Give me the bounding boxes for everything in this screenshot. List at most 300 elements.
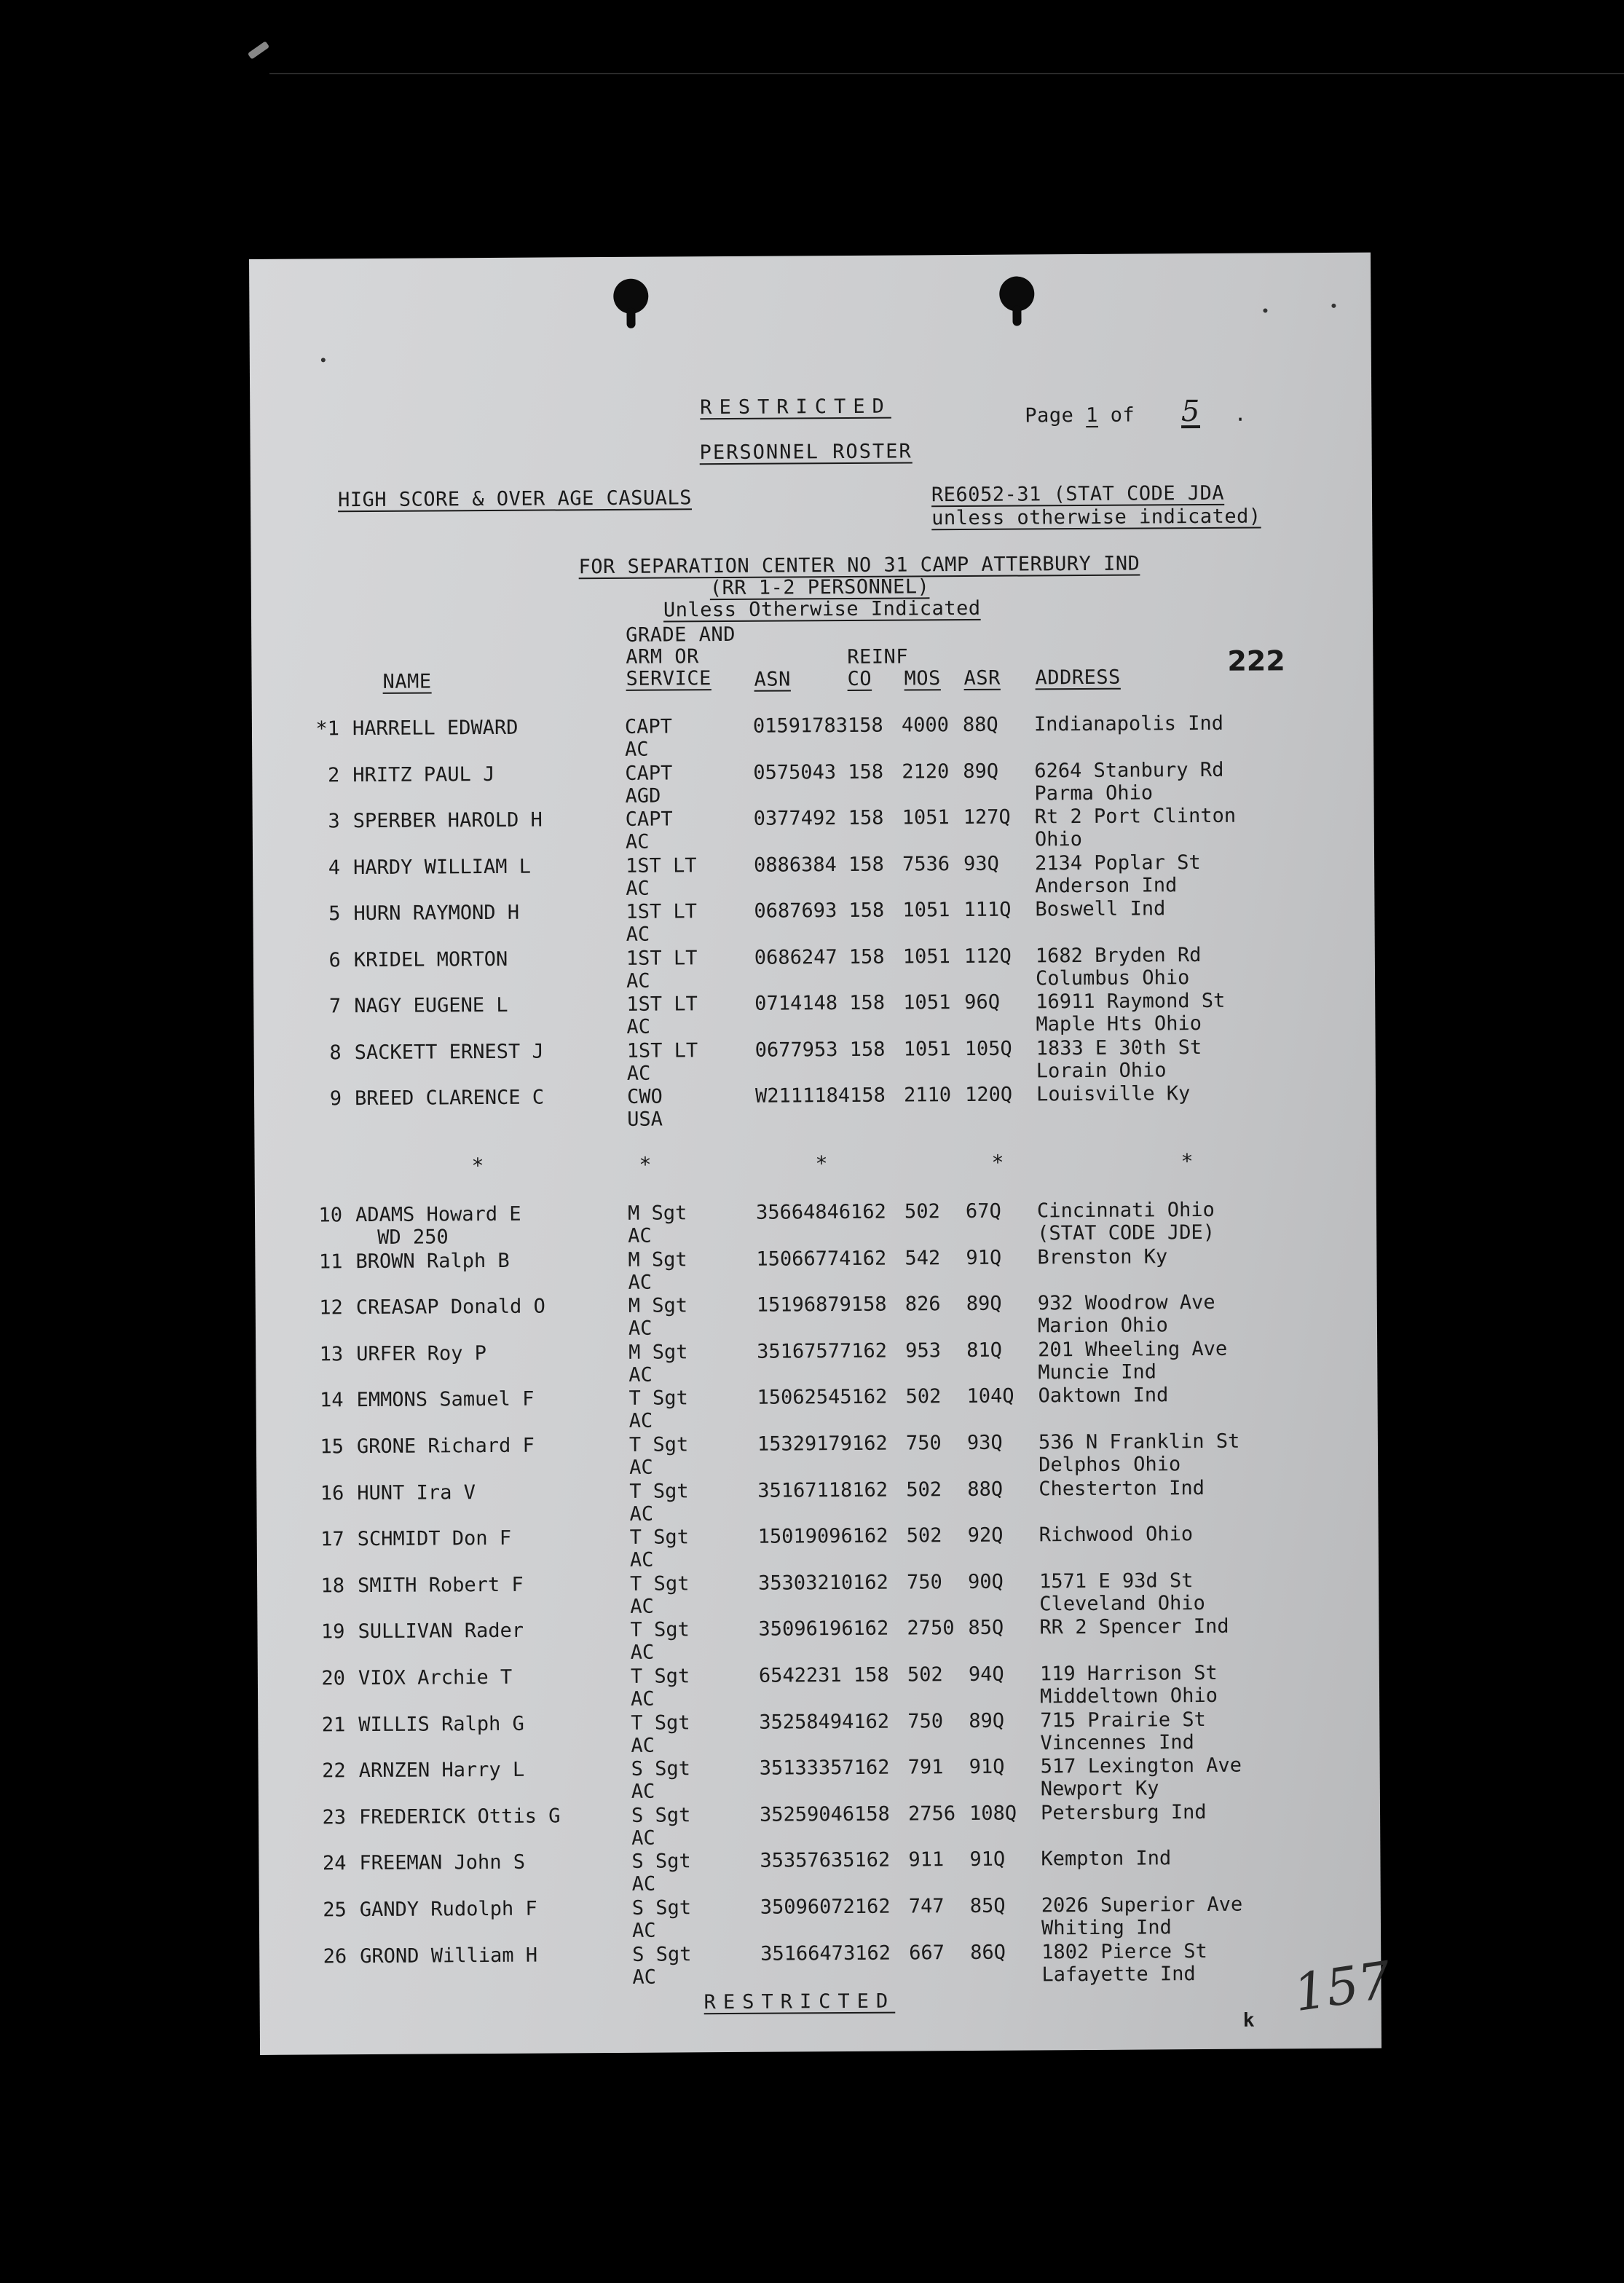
table-row (255, 1244, 1376, 1297)
row-number: 4 (328, 856, 341, 879)
center-line-2: (RR 1-2 PERSONNEL) (709, 575, 930, 600)
row-asr: 108Q (969, 1802, 1017, 1825)
row-number: 13 (319, 1343, 344, 1366)
row-arm: AC (632, 1965, 657, 1989)
row-arm: AC (631, 1826, 655, 1850)
row-reinf-co: 162 (851, 1386, 888, 1409)
row-address-line-2: Marion Ohio (1037, 1314, 1168, 1338)
row-asr: 88Q (962, 713, 998, 737)
row-address-line-2: Delphos Ohio (1038, 1453, 1181, 1477)
row-grade: T Sgt (630, 1618, 690, 1642)
table-row (253, 804, 1374, 857)
row-reinf-co: 162 (854, 1756, 890, 1780)
row-address-line-1: 1833 E 30th St (1036, 1036, 1202, 1060)
punch-hole-right (999, 276, 1034, 311)
row-mos: 542 (904, 1246, 941, 1270)
row-arm: AC (626, 1015, 651, 1038)
row-arm: AC (631, 1780, 655, 1804)
row-arm: AC (630, 1641, 655, 1665)
table-row (259, 1939, 1381, 1992)
row-address-line-1: Cincinnati Ohio (1036, 1198, 1215, 1223)
table-row (257, 1568, 1379, 1621)
row-asr: 88Q (967, 1478, 1004, 1501)
row-address-line-1: 6264 Stanbury Rd (1034, 758, 1224, 782)
row-mos: 750 (905, 1432, 942, 1455)
row-asn: 0575043 (753, 760, 837, 784)
table-row (256, 1430, 1378, 1483)
row-grade: 1ST LT (626, 946, 698, 970)
row-reinf-co: 162 (855, 1941, 891, 1965)
row-number: 21 (321, 1713, 346, 1737)
table-row (259, 1846, 1380, 1899)
row-address-line-2: Columbus Ohio (1035, 966, 1190, 990)
row-name: EMMONS Samuel F (356, 1388, 535, 1412)
row-asr: 85Q (968, 1617, 1004, 1640)
col-grade-line-2: ARM OR (626, 645, 699, 669)
row-address-line-2: Newport Ky (1040, 1777, 1159, 1801)
row-asn: 0686247 (754, 945, 837, 969)
row-address-line-2: Lorain Ohio (1036, 1058, 1167, 1082)
row-address-line-2: Ohio (1034, 828, 1083, 851)
row-arm: AGD (625, 784, 661, 808)
row-number: 12 (319, 1296, 343, 1320)
row-reinf-co: 158 (848, 760, 884, 784)
row-reinf-co: 158 (853, 1663, 889, 1687)
page-indicator: Page 1 of 5 . (1025, 395, 1247, 429)
row-asr: 91Q (969, 1848, 1006, 1872)
row-number: 16 (320, 1481, 344, 1505)
row-name-note: WD 250 (377, 1226, 449, 1249)
row-reinf-co: 158 (848, 853, 884, 876)
row-reinf-co: 162 (850, 1200, 886, 1223)
frame-edge-line (269, 73, 1624, 74)
row-asr: 92Q (967, 1523, 1004, 1547)
row-grade: CAPT (625, 761, 673, 785)
row-asn: 15196879 (756, 1293, 851, 1317)
row-asn: 0714148 (754, 992, 838, 1015)
row-grade: CAPT (625, 808, 673, 831)
paper-speck (1263, 308, 1267, 312)
row-reinf-co: 158 (849, 991, 886, 1014)
row-arm: AC (631, 1873, 656, 1896)
row-asr: 81Q (966, 1338, 1003, 1362)
separator-star: * (815, 1151, 828, 1176)
row-name: SCHMIDT Don F (357, 1527, 512, 1551)
row-asn: 15019096 (757, 1525, 853, 1548)
row-asn: 35167118 (757, 1478, 853, 1502)
row-number: 7 (328, 995, 342, 1018)
row-asn: W2111184 (754, 1084, 851, 1108)
row-name: BROWN Ralph B (355, 1249, 510, 1273)
row-grade: CAPT (624, 715, 673, 738)
row-asn: 0677953 (754, 1038, 838, 1062)
punch-hole-left (613, 279, 648, 314)
row-asn: 0687693 (754, 899, 837, 923)
row-name: WILLIS Ralph G (358, 1712, 524, 1736)
row-arm: AC (630, 1687, 655, 1711)
row-arm: AC (628, 1224, 652, 1247)
row-mos: 1051 (902, 945, 950, 969)
row-address-line-1: RR 2 Spencer Ind (1039, 1615, 1229, 1639)
row-mos: 826 (904, 1293, 941, 1316)
handwritten-page-number: 157 (1290, 1949, 1395, 2024)
row-address-line-1: Boswell Ind (1035, 897, 1166, 921)
row-address-line-2: Whiting Ind (1041, 1916, 1172, 1940)
row-arm: AC (628, 1271, 653, 1294)
row-address-line-1: Richwood Ohio (1038, 1523, 1194, 1547)
row-grade: T Sgt (628, 1433, 689, 1456)
row-name: HRITZ PAUL J (352, 762, 495, 786)
row-name: HARRELL EDWARD (352, 716, 519, 741)
row-number: 25 (323, 1898, 347, 1922)
row-asn: 0377492 (753, 807, 837, 830)
col-reinf-line-1: REINF (847, 645, 909, 669)
row-asr: 89Q (969, 1709, 1005, 1732)
row-number: 15 (320, 1435, 344, 1459)
row-mos: 502 (905, 1385, 942, 1408)
row-number: 2 (327, 763, 340, 786)
row-number: 10 (318, 1204, 343, 1227)
center-line-1: FOR SEPARATION CENTER NO 31 CAMP ATTERBURY IND (578, 552, 1140, 579)
restricted-footer: RESTRICTED (703, 1990, 896, 2014)
table-row (252, 711, 1373, 765)
row-asr: 112Q (963, 945, 1012, 968)
row-mos: 747 (908, 1895, 945, 1918)
row-grade: 1ST LT (626, 1038, 698, 1062)
row-asn: 35664846 (755, 1200, 851, 1224)
row-arm: USA (627, 1108, 663, 1131)
row-address-line-1: Indianapolis Ind (1033, 711, 1224, 736)
row-asn: 35133357 (759, 1756, 854, 1780)
left-heading: HIGH SCORE & OVER AGE CASUALS (337, 486, 693, 512)
row-address-line-1: Louisville Ky (1036, 1082, 1191, 1106)
row-reinf-co: 162 (853, 1571, 888, 1594)
table-row (258, 1661, 1379, 1714)
row-reinf-co: 158 (847, 714, 883, 737)
table-row (258, 1707, 1379, 1760)
row-grade: S Sgt (632, 1942, 692, 1966)
row-mos: 7536 (902, 852, 950, 876)
row-grade: T Sgt (629, 1526, 690, 1550)
row-arm: AC (626, 969, 650, 993)
row-name: HUNT Ira V (357, 1480, 476, 1505)
stamp-number: 222 (1227, 644, 1285, 677)
table-row (254, 1081, 1376, 1135)
row-number: 22 (322, 1759, 346, 1783)
row-reinf-co: 162 (851, 1247, 887, 1270)
row-reinf-co: 158 (848, 806, 884, 829)
row-grade: S Sgt (631, 1757, 691, 1781)
row-arm: AC (629, 1456, 653, 1479)
row-asr: 67Q (965, 1199, 1001, 1223)
table-row (257, 1522, 1379, 1575)
row-number: 24 (322, 1852, 347, 1875)
paper-speck (321, 358, 326, 362)
row-grade: CWO (626, 1085, 663, 1108)
row-reinf-co: 158 (851, 1293, 887, 1317)
row-arm: AC (631, 1734, 655, 1757)
table-row (257, 1614, 1379, 1668)
row-number: 23 (322, 1806, 347, 1829)
page-total: 5 (1180, 395, 1201, 429)
row-asr: 120Q (964, 1083, 1013, 1107)
separator-star: * (639, 1152, 652, 1177)
row-address-line-1: 1682 Bryden Rd (1035, 943, 1202, 967)
table-row (256, 1475, 1378, 1529)
page-number: 1 (1086, 403, 1098, 427)
row-reinf-co: 162 (852, 1524, 888, 1548)
row-asn: 35357635 (760, 1849, 855, 1873)
row-address-line-2: Parma Ohio (1034, 781, 1154, 805)
row-mos: 911 (908, 1848, 945, 1872)
row-asr: 104Q (966, 1385, 1014, 1408)
row-asn: 35096196 (758, 1617, 854, 1641)
row-number: 26 (323, 1944, 347, 1968)
row-asr: 91Q (966, 1246, 1002, 1269)
row-asn: 35258494 (759, 1710, 854, 1734)
row-address-line-2: Lafayette Ind (1041, 1962, 1196, 1986)
row-grade: T Sgt (630, 1665, 690, 1688)
row-address-line-2: (STAT CODE JDE) (1037, 1221, 1215, 1245)
col-address: ADDRESS (1035, 666, 1121, 690)
row-grade: T Sgt (629, 1479, 689, 1503)
row-asr: 89Q (963, 760, 999, 783)
row-grade: S Sgt (631, 1850, 691, 1874)
row-number: 19 (320, 1620, 345, 1644)
row-name: GROND William H (360, 1944, 538, 1968)
row-mos: 2750 (907, 1617, 955, 1640)
row-asr: 85Q (969, 1894, 1006, 1917)
row-asr: 93Q (963, 852, 999, 875)
row-address-line-1: 119 Harrison St (1039, 1661, 1218, 1686)
row-address-line-2: Cleveland Ohio (1039, 1591, 1205, 1616)
page-of: of (1110, 403, 1135, 427)
row-reinf-co: 158 (849, 1084, 886, 1107)
row-name: SACKETT ERNEST J (354, 1040, 544, 1064)
row-mos: 502 (906, 1478, 942, 1502)
row-asn: 01591783 (752, 714, 848, 738)
row-address-line-2: Muncie Ind (1038, 1360, 1157, 1384)
row-reinf-co: 162 (854, 1849, 891, 1872)
row-address-line-1: Brenston Ky (1037, 1245, 1168, 1269)
table-row (253, 942, 1375, 995)
row-number: 14 (319, 1389, 344, 1412)
row-address-line-1: Petersburg Ind (1040, 1800, 1207, 1825)
row-asn: 35166473 (760, 1941, 856, 1965)
row-asr: 90Q (968, 1570, 1004, 1593)
row-reinf-co: 162 (854, 1895, 891, 1918)
row-arm: AC (628, 1363, 653, 1387)
page-prefix: Page (1025, 404, 1074, 427)
row-asn: 6542231 (758, 1664, 842, 1687)
row-mos: 1051 (903, 1037, 951, 1061)
row-name: GRONE Richard F (356, 1434, 535, 1459)
center-line-3: Unless Otherwise Indicated (663, 596, 981, 622)
row-address-line-1: 16911 Raymond St (1036, 989, 1226, 1014)
row-address-line-1: Chesterton Ind (1038, 1476, 1205, 1501)
row-address-line-1: 2026 Superior Ave (1041, 1893, 1243, 1917)
row-mos: 502 (904, 1200, 940, 1223)
row-number: 20 (321, 1667, 346, 1690)
row-arm: AC (629, 1548, 654, 1572)
col-grade-line-1: GRADE AND (626, 623, 736, 647)
row-name: ADAMS Howard E (355, 1202, 521, 1227)
row-address-line-2: Anderson Ind (1035, 873, 1178, 897)
row-name: FREDERICK Ottis G (358, 1805, 561, 1829)
row-asr: 127Q (963, 805, 1011, 829)
row-address-line-1: 1802 Pierce St (1041, 1939, 1207, 1963)
row-grade: S Sgt (631, 1804, 691, 1827)
row-name: HURN RAYMOND H (353, 901, 520, 926)
table-row (259, 1754, 1380, 1807)
row-address-line-1: Rt 2 Port Clinton (1034, 804, 1237, 829)
separator-star: * (471, 1154, 484, 1178)
table-row (259, 1893, 1381, 1946)
row-reinf-co: 158 (848, 945, 885, 969)
row-mos: 750 (907, 1709, 944, 1733)
row-address-line-2: Vincennes Ind (1040, 1730, 1194, 1754)
row-address-line-1: 517 Lexington Ave (1040, 1754, 1242, 1778)
row-arm: AC (626, 1062, 651, 1085)
separator-star: * (1180, 1149, 1194, 1174)
row-asr: 89Q (966, 1292, 1002, 1316)
row-reinf-co: 158 (854, 1802, 890, 1826)
row-name: BREED CLARENCE C (354, 1086, 545, 1111)
row-grade: M Sgt (628, 1247, 687, 1271)
row-mos: 502 (907, 1663, 943, 1687)
row-reinf-co: 162 (851, 1339, 888, 1363)
row-address-line-1: 932 Woodrow Ave (1037, 1291, 1215, 1315)
order-line-2: unless otherwise indicated) (931, 505, 1261, 530)
row-mos: 791 (907, 1756, 944, 1779)
row-name: KRIDEL MORTON (353, 947, 508, 971)
row-number: 3 (328, 810, 340, 833)
row-asn: 0886384 (753, 853, 837, 877)
row-address-line-2: Middeltown Ohio (1039, 1684, 1218, 1708)
row-grade: M Sgt (628, 1341, 688, 1364)
row-address-line-1: 2134 Poplar St (1034, 851, 1201, 875)
row-arm: AC (630, 1595, 654, 1618)
row-address-line-1: 201 Wheeling Ave (1038, 1337, 1228, 1362)
col-name: NAME (382, 670, 432, 693)
row-asn: 15066774 (756, 1247, 851, 1271)
row-name: HARDY WILLIAM L (353, 855, 532, 879)
row-mos: 2120 (902, 760, 950, 784)
row-mos: 1051 (902, 899, 950, 922)
row-reinf-co: 162 (852, 1478, 888, 1502)
row-name: FREEMAN John S (359, 1851, 526, 1875)
roster-title: PERSONNEL ROSTER (699, 440, 912, 465)
row-asn: 35259046 (759, 1802, 855, 1826)
col-asr: ASR (963, 666, 1001, 690)
row-asr: 96Q (964, 990, 1001, 1014)
order-line-1: RE6052-31 (STAT CODE JDA (931, 481, 1225, 507)
row-name: URFER Roy P (356, 1341, 487, 1365)
row-name: CREASAP Donald O (355, 1295, 545, 1320)
row-asn: 15329179 (757, 1432, 853, 1456)
row-name: GANDY Rudolph F (359, 1897, 537, 1922)
row-mos: 2756 (907, 1802, 956, 1826)
table-row (255, 1198, 1376, 1251)
row-grade: T Sgt (630, 1572, 690, 1596)
row-asr: 86Q (970, 1941, 1006, 1964)
row-mos: 667 (909, 1941, 945, 1965)
table-row (256, 1383, 1377, 1436)
row-address-line-1: Kempton Ind (1041, 1847, 1172, 1871)
row-grade: T Sgt (628, 1387, 688, 1411)
row-asr: 91Q (969, 1755, 1005, 1779)
row-asr: 111Q (963, 898, 1012, 922)
table-row (253, 989, 1375, 1042)
row-mos: 750 (907, 1571, 942, 1594)
row-number: 8 (329, 1041, 342, 1064)
row-number: *1 (315, 717, 340, 741)
row-address-line-2: Maple Hts Ohio (1036, 1012, 1202, 1036)
row-mos: 1051 (902, 806, 950, 829)
row-asn: 35096072 (760, 1895, 855, 1919)
row-reinf-co: 158 (848, 899, 885, 922)
row-number: 11 (318, 1250, 343, 1274)
row-name: SPERBER HAROLD H (352, 808, 543, 833)
row-grade: M Sgt (627, 1202, 687, 1225)
separator-star: * (991, 1150, 1004, 1175)
row-grade: 1ST LT (626, 900, 698, 923)
row-arm: AC (628, 1410, 653, 1433)
col-asn: ASN (754, 668, 791, 691)
pen-mark (248, 41, 269, 59)
row-asr: 105Q (964, 1037, 1012, 1060)
row-grade: S Sgt (631, 1896, 692, 1920)
row-mos: 2110 (903, 1084, 952, 1107)
row-number: 9 (329, 1087, 342, 1111)
col-mos: MOS (904, 667, 941, 690)
row-name: SMITH Robert F (358, 1573, 524, 1597)
row-grade: T Sgt (631, 1711, 690, 1735)
table-row (256, 1290, 1377, 1344)
row-number: 18 (320, 1574, 345, 1598)
row-name: ARNZEN Harry L (358, 1758, 525, 1783)
row-asr: 93Q (966, 1431, 1003, 1455)
row-grade: 1ST LT (626, 853, 697, 878)
row-arm: AC (625, 830, 650, 853)
row-name: VIOX Archie T (358, 1665, 513, 1690)
row-address-line-1: 536 N Franklin St (1038, 1430, 1240, 1454)
table-row (253, 850, 1374, 903)
row-reinf-co: 162 (851, 1432, 888, 1455)
row-reinf-co: 162 (854, 1710, 890, 1733)
row-mos: 1051 (903, 991, 951, 1014)
table-row (259, 1799, 1380, 1853)
row-mos: 953 (905, 1339, 942, 1363)
row-address-line-1: Oaktown Ind (1038, 1384, 1169, 1408)
table-row (252, 757, 1373, 811)
table-row (254, 1035, 1376, 1088)
table-row (256, 1336, 1377, 1389)
roster-page (249, 253, 1395, 2055)
row-name: NAGY EUGENE L (354, 993, 508, 1018)
row-reinf-co: 162 (853, 1617, 889, 1641)
row-grade: 1ST LT (626, 993, 698, 1016)
corner-mark: k (1242, 2009, 1255, 2032)
row-asn: 15062545 (757, 1386, 852, 1410)
col-grade-line-3: SERVICE (626, 667, 712, 690)
row-number: 5 (328, 902, 341, 926)
table-row (253, 896, 1374, 950)
row-asn: 35303210 (758, 1571, 854, 1595)
row-arm: AC (631, 1919, 656, 1942)
restricted-header: RESTRICTED (700, 395, 891, 419)
row-mos: 4000 (901, 714, 950, 737)
